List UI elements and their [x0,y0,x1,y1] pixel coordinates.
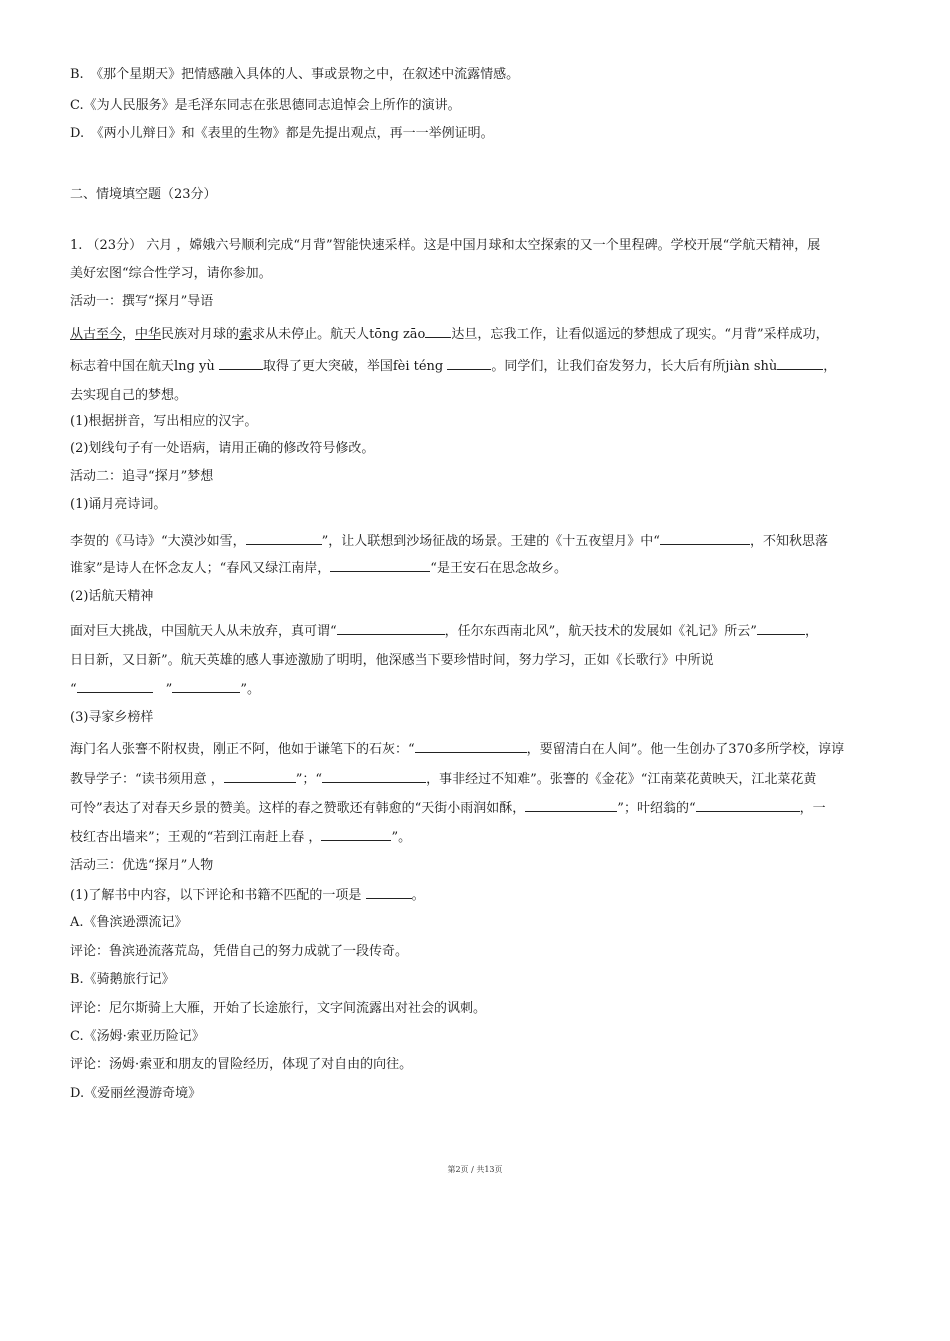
hometown-line2: 教导学子：“读书须用意 ， ”；“ ，事非经过不知难”。张謇的《金花》“江南菜花黄映天，江北菜花黄 [70,772,817,787]
activity2-sub2: (2)话航天精神 [70,589,154,604]
underlined-phrase: 中华 [135,327,162,342]
option-c: C.《为人民服务》是毛泽东同志在张思德同志追悼会上所作的演讲。 [70,98,461,113]
hometown-line1: 海门名人张謇不附权贵，刚正不阿，他如于谦笔下的石灰：“ ，要留清白在人间”。他一生创办了370多所学校，谆谆 [70,742,845,757]
activity1-title: 活动一：撰写“探月”导语 [70,294,214,309]
option-b: B. 《那个星期天》把情感融入具体的人、事或景物之中，在叙述中流露情感。 [70,67,520,82]
answer-blank[interactable] [77,680,153,693]
section-title: 二、情境填空题（23分） [70,187,217,202]
activity3-title: 活动三：优选“探月”人物 [70,858,214,873]
underlined-char: 索 [239,327,253,342]
poem-line1: 李贺的《马诗》“大漠沙如雪， ”，让人联想到沙场征战的场景。王建的《十五夜望月》中“ ，不知秋思落 [70,534,828,549]
choice-c-comment: 评论：汤姆·索亚和朋友的冒险经历，体现了对自由的向往。 [70,1057,413,1072]
spirit-line1: 面对巨大挑战，中国航天人从未放弃，真可谓“ ，任尔东西南北风”，航天技术的发展如《礼记》所云” ， [70,624,818,639]
spirit-line2: 日日新，又日新”。航天英雄的感人事迹激励了明明，他深感当下要珍惜时间，努力学习，正如《长歌行》中所说 [70,653,714,668]
q1-intro-line2: 美好宏图“综合性学习，请你参加。 [70,266,272,281]
activity3-question1: (1)了解书中内容，以下评论和书籍不匹配的一项是 。 [70,888,425,903]
q1-intro-line1: 1. （23分） 六月 ，嫦娥六号顺利完成“月背”智能快速采样。这是中国月球和太空探索的又一个里程碑。学校开展“学航天精神，展 [70,238,821,253]
answer-blank[interactable] [322,770,426,783]
choice-a: A.《鲁滨逊漂流记》 [70,915,188,930]
choice-c: C.《汤姆·索亚历险记》 [70,1029,205,1044]
activity1-text-line2: 标志着中国在航天lng yù 取得了更大突破，举国fèi téng 。同学们，让我们奋发努力，长大后有所jiàn shù ， [70,359,837,374]
activity2-sub1: (1)诵月亮诗词。 [70,497,167,512]
activity1-text-line1: 从古至今，中华民族对月球的索求从未停止。航天人tōng zāo 达旦，忘我工作，让看似遥远的梦想成了现实。“月背”采样成功， [70,327,829,342]
page-number: 第2页 / 共13页 [447,1165,503,1174]
answer-blank[interactable] [219,357,263,370]
activity1-question2: (2)划线句子有一处语病，请用正确的修改符号修改。 [70,441,375,456]
answer-blank[interactable] [330,559,430,572]
answer-blank[interactable] [696,799,800,812]
activity2-sub3: (3)寻家乡榜样 [70,710,154,725]
choice-a-comment: 评论：鲁滨逊流落荒岛，凭借自己的努力成就了一段传奇。 [70,944,409,959]
choice-b-comment: 评论：尼尔斯骑上大雁，开始了长途旅行，文字间流露出对社会的讽刺。 [70,1001,487,1016]
answer-blank[interactable] [777,357,823,370]
poem-line2: 谁家”是诗人在怀念友人；“春风又绿江南岸， “是王安石在思念故乡。 [70,561,567,576]
answer-blank[interactable] [366,886,412,899]
answer-blank[interactable] [321,828,391,841]
activity1-question1: (1)根据拼音，写出相应的汉字。 [70,414,258,429]
choice-d: D.《爱丽丝漫游奇境》 [70,1086,202,1101]
answer-blank[interactable] [757,622,805,635]
hometown-line4: 枝红杏出墙来”；王观的“若到江南赶上春 ， ”。 [70,830,412,845]
activity1-text-line3: 去实现自己的梦想。 [70,388,188,403]
answer-blank[interactable] [525,799,617,812]
answer-blank[interactable] [660,532,750,545]
spirit-line3: “ ” ”。 [70,682,260,697]
answer-blank[interactable] [337,622,445,635]
answer-blank[interactable] [246,532,322,545]
underlined-phrase: 从古至今 [70,327,123,342]
choice-b: B.《骑鹅旅行记》 [70,972,175,987]
answer-blank[interactable] [224,770,296,783]
answer-blank[interactable] [415,740,527,753]
hometown-line3: 可怜”表达了对春天乡景的赞美。这样的春之赞歌还有韩愈的“天街小雨润如酥， ”；叶绍翁的“ ，一 [70,801,826,816]
activity2-title: 活动二：追寻“探月”梦想 [70,469,214,484]
option-d: D. 《两小儿辩日》和《表里的生物》都是先提出观点，再一一举例证明。 [70,126,494,141]
answer-blank[interactable] [172,680,240,693]
answer-blank[interactable] [447,357,491,370]
answer-blank[interactable] [425,325,451,338]
